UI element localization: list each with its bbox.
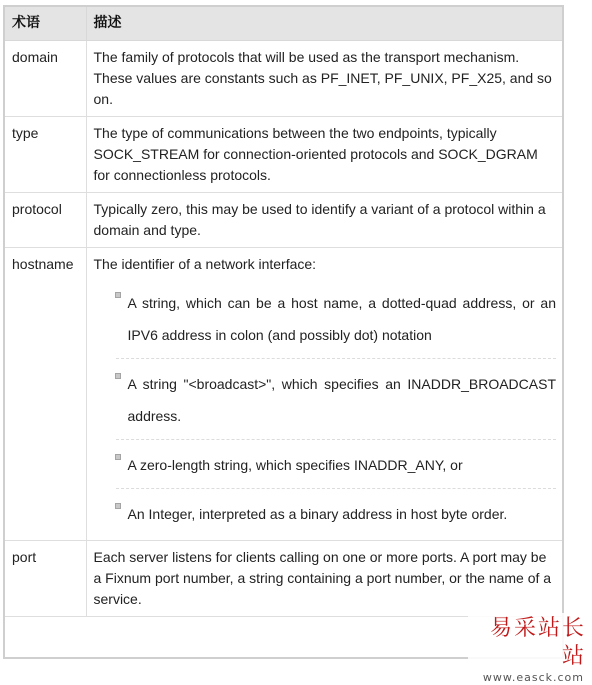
table-row xyxy=(5,117,562,193)
table-row xyxy=(5,248,562,541)
description-cell xyxy=(86,248,562,541)
list-item xyxy=(116,359,557,440)
description-cell: The family of protocols that will be used as the transport mechanism. These values are constants such as PF_INET, PF_UNIX, PF_X25, and so on. xyxy=(86,41,562,117)
table-header-row xyxy=(5,7,562,41)
list-item-text: A zero-length string, which specifies INADDR_ANY, or xyxy=(127,457,463,473)
site-watermark xyxy=(468,613,590,684)
definition-table-frame xyxy=(3,5,564,659)
watermark-title: 易采站长站 xyxy=(489,616,586,669)
square-bullet-icon xyxy=(115,454,121,460)
description-cell: Each server listens for clients calling on one or more ports. A port may be a Fixnum port number, a string containing a port number, or the name of a service. xyxy=(86,541,562,617)
term-cell: type xyxy=(5,117,86,193)
table-row xyxy=(5,41,562,117)
list-item xyxy=(116,440,557,489)
description-text: The identifier of a network interface: xyxy=(93,256,317,272)
term-cell: domain xyxy=(5,41,86,117)
description-cell: The type of communications between the two endpoints, typically SOCK_STREAM for connection-oriented protocols and SOCK_DGRAM for connectionless protocols. xyxy=(86,117,562,193)
square-bullet-icon xyxy=(115,503,121,509)
description-cell: Typically zero, this may be used to identify a variant of a protocol within a domain and type. xyxy=(86,193,562,248)
definition-table xyxy=(5,7,562,617)
header-term: 术语 xyxy=(5,7,86,41)
term-cell: protocol xyxy=(5,193,86,248)
table-row xyxy=(5,541,562,617)
list-item xyxy=(116,489,557,534)
watermark-url: www.easck.com xyxy=(482,671,584,684)
term-cell: port xyxy=(5,541,86,617)
list-item-text: A string "<broadcast>", which specifies an INADDR_BROADCAST address. xyxy=(127,376,556,424)
hostname-options-list xyxy=(94,278,557,534)
table-row xyxy=(5,193,562,248)
list-item xyxy=(116,278,557,359)
list-item-text: A string, which can be a host name, a dotted-quad address, or an IPV6 address in colon (and possibly dot) notation xyxy=(127,295,556,343)
list-item-text: An Integer, interpreted as a binary address in host byte order. xyxy=(127,506,508,522)
term-cell: hostname xyxy=(5,248,86,541)
square-bullet-icon xyxy=(115,292,121,298)
header-description: 描述 xyxy=(86,7,562,41)
square-bullet-icon xyxy=(115,373,121,379)
